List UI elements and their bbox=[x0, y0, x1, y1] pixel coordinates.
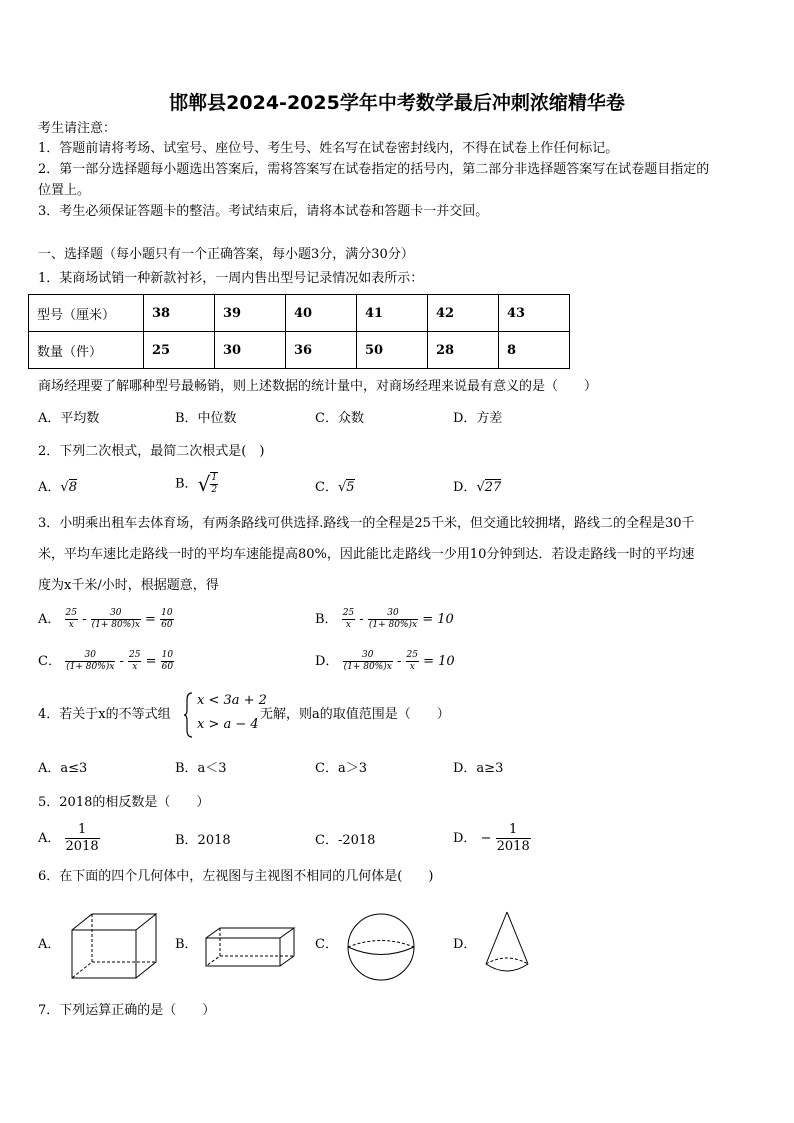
cube-icon bbox=[70, 912, 160, 982]
numerator: 25 bbox=[406, 650, 418, 660]
inequality-1: x < 3a + 2 bbox=[197, 693, 267, 708]
fraction bbox=[128, 650, 141, 673]
option-label: D． bbox=[453, 831, 477, 846]
table-cell: 8 bbox=[499, 332, 570, 369]
question-4-post: 无解，则a的取值范围是（ ） bbox=[260, 707, 450, 722]
option-a[interactable]: A．a≤3 bbox=[38, 761, 88, 776]
cone-icon bbox=[484, 910, 530, 976]
option-label: B． bbox=[175, 476, 198, 492]
question-6-stem: 6．在下面的四个几何体中，左视图与主视图不相同的几何体是( ) bbox=[38, 869, 434, 884]
radical-sign: √ bbox=[197, 472, 211, 496]
option-b[interactable]: B．中位数 bbox=[175, 411, 237, 426]
inequality-2: x > a − 4 bbox=[197, 717, 259, 732]
denominator: (1+ 80%)x bbox=[343, 662, 392, 672]
fraction bbox=[160, 608, 173, 631]
minus-sign: - bbox=[82, 612, 87, 627]
table-cell: 25 bbox=[144, 332, 215, 369]
table-cell: 50 bbox=[357, 332, 428, 369]
option-c[interactable]: C．众数 bbox=[315, 411, 364, 426]
minus-sign: - bbox=[396, 654, 402, 669]
question-1-text: 商场经理要了解哪种型号最畅销，则上述数据的统计量中，对商场经理来说最有意义的是（ ） bbox=[38, 379, 598, 394]
notice-item: 3．考生必须保证答题卡的整洁。考试结束后，请将本试卷和答题卡一并交回。 bbox=[38, 204, 489, 219]
notice-item: 位置上。 bbox=[38, 183, 91, 198]
numerator: 1 bbox=[496, 822, 531, 839]
section-heading: 一、选择题（每小题只有一个正确答案，每小题3分，满分30分） bbox=[38, 247, 414, 262]
fraction bbox=[91, 608, 141, 631]
fraction bbox=[65, 608, 78, 631]
option-label: A． bbox=[38, 612, 61, 627]
fraction bbox=[65, 650, 115, 673]
radical: √5 bbox=[337, 480, 355, 495]
table-cell: 43 bbox=[499, 295, 570, 332]
table-cell: 40 bbox=[286, 295, 357, 332]
option-label: A． bbox=[38, 831, 61, 846]
numerator: 1 bbox=[65, 822, 100, 839]
numerator: 25 bbox=[65, 608, 77, 618]
fraction bbox=[210, 472, 218, 496]
question-5-stem: 5．2018的相反数是（ ） bbox=[38, 795, 210, 810]
denominator: x bbox=[345, 620, 351, 630]
question-7-stem: 7．下列运算正确的是（ ） bbox=[38, 1003, 216, 1018]
notice-item: 2．第一部分选择题每小题选出答案后，需将答案写在试卷指定的括号内，第二部分非选择题答案写在试卷题目指定的 bbox=[38, 162, 710, 177]
numerator: 30 bbox=[368, 608, 418, 620]
radicand: 8 bbox=[68, 480, 77, 495]
option-label-c[interactable]: C． bbox=[315, 937, 338, 952]
minus-sign: − bbox=[480, 831, 492, 846]
option-d[interactable]: D．a≥3 bbox=[453, 761, 504, 776]
option-a[interactable]: A．平均数 bbox=[38, 411, 100, 426]
table-cell: 41 bbox=[357, 295, 428, 332]
fraction bbox=[342, 608, 355, 631]
option-label: A． bbox=[38, 480, 61, 495]
option-d[interactable] bbox=[453, 822, 531, 855]
radicand: 27 bbox=[484, 480, 502, 495]
notice-heading: 考生请注意： bbox=[38, 121, 117, 136]
option-label: C． bbox=[315, 480, 338, 495]
numerator: 25 bbox=[129, 650, 141, 660]
denominator: x bbox=[132, 662, 138, 672]
table-header-cell: 型号（厘米） bbox=[29, 295, 144, 332]
value: 10 bbox=[437, 612, 454, 627]
equals-sign: = bbox=[145, 612, 156, 627]
question-1-stem: 1．某商场试销一种新款衬衫，一周内售出型号记录情况如表所示： bbox=[38, 271, 424, 286]
denominator: (1+ 80%)x bbox=[66, 662, 115, 672]
numerator: 30 bbox=[65, 650, 115, 662]
option-c[interactable] bbox=[315, 479, 355, 497]
option-label: B． bbox=[315, 612, 338, 627]
option-label-b[interactable]: B． bbox=[175, 937, 198, 952]
option-d[interactable]: D．方差 bbox=[453, 411, 503, 426]
table-cell: 28 bbox=[428, 332, 499, 369]
option-b[interactable]: B．a＜3 bbox=[175, 761, 227, 776]
denominator: 2 bbox=[211, 485, 218, 495]
radical: √27 bbox=[476, 480, 502, 495]
option-label: C． bbox=[38, 654, 61, 669]
numerator: 10 bbox=[161, 608, 173, 618]
question-3-line: 3．小明乘出租车去体育场，有两条路线可供选择.路线一的全程是25千米，但交通比较拥堵，路线二的全程是30千 bbox=[38, 516, 695, 531]
denominator: 60 bbox=[161, 662, 174, 672]
denominator: x bbox=[68, 620, 74, 630]
table-row bbox=[29, 295, 570, 332]
table-cell: 30 bbox=[215, 332, 286, 369]
option-a[interactable] bbox=[38, 479, 77, 497]
option-b[interactable] bbox=[175, 472, 218, 496]
equals-sign: = bbox=[422, 612, 434, 627]
denominator: 2018 bbox=[65, 839, 99, 854]
numerator: 30 bbox=[91, 608, 141, 620]
value: 10 bbox=[438, 654, 455, 669]
denominator: x bbox=[409, 662, 415, 672]
question-4-pre: 4．若关于x的不等式组 bbox=[38, 707, 171, 722]
size-sales-table bbox=[28, 294, 570, 369]
numerator: 30 bbox=[343, 650, 393, 662]
option-label: D． bbox=[453, 480, 477, 495]
denominator: (1+ 80%)x bbox=[91, 620, 140, 630]
option-label-a[interactable]: A． bbox=[38, 937, 61, 952]
numerator: 1 bbox=[211, 473, 218, 483]
cuboid-icon bbox=[204, 926, 296, 968]
option-d[interactable] bbox=[453, 479, 501, 497]
question-3-line: 米，平均车速比走路线一时的平均车速能提高80%，因此能比走路线一少用10分钟到达．若设走路线一时的平均速 bbox=[38, 547, 695, 562]
option-label: D． bbox=[315, 654, 339, 669]
fraction bbox=[343, 650, 393, 673]
radical: √8 bbox=[60, 480, 77, 495]
option-a[interactable] bbox=[38, 822, 100, 855]
table-cell: 36 bbox=[286, 332, 357, 369]
fraction bbox=[368, 608, 418, 631]
denominator: 60 bbox=[161, 620, 173, 630]
table-cell: 38 bbox=[144, 295, 215, 332]
option-b[interactable] bbox=[315, 608, 454, 631]
equals-sign: = bbox=[423, 654, 434, 669]
left-brace-icon bbox=[183, 692, 193, 738]
page-title: 邯郸县2024-2025学年中考数学最后冲刺浓缩精华卷 bbox=[169, 92, 625, 114]
fraction bbox=[406, 650, 419, 673]
option-label-d[interactable]: D． bbox=[453, 937, 477, 952]
minus-sign: - bbox=[359, 612, 364, 627]
question-3-line: 度为x千米/小时，根据题意，得 bbox=[38, 578, 219, 593]
table-cell: 39 bbox=[215, 295, 286, 332]
denominator: (1+ 80%)x bbox=[368, 620, 418, 630]
equals-sign: = bbox=[145, 654, 157, 669]
denominator: 2018 bbox=[496, 839, 530, 854]
fraction bbox=[161, 650, 174, 673]
numerator: 25 bbox=[342, 608, 355, 618]
sphere-icon bbox=[346, 912, 416, 982]
option-a[interactable] bbox=[38, 608, 174, 631]
table-cell: 42 bbox=[428, 295, 499, 332]
fraction bbox=[65, 822, 100, 855]
table-row bbox=[29, 332, 570, 369]
option-c[interactable] bbox=[38, 650, 174, 673]
notice-item: 1．答题前请将考场、试室号、座位号、考生号、姓名写在试卷密封线内，不得在试卷上作任何标记。 bbox=[38, 141, 619, 156]
option-c[interactable]: C．-2018 bbox=[315, 833, 376, 848]
radicand: 5 bbox=[346, 480, 355, 495]
fraction bbox=[496, 822, 531, 855]
option-d[interactable] bbox=[315, 650, 455, 673]
option-b[interactable]: B．2018 bbox=[175, 833, 231, 848]
table-header-cell: 数量（件） bbox=[29, 332, 144, 369]
minus-sign: - bbox=[119, 654, 124, 669]
numerator: 10 bbox=[161, 650, 174, 660]
option-c[interactable]: C．a＞3 bbox=[315, 761, 367, 776]
question-2-stem: 2．下列二次根式，最简二次根式是( ) bbox=[38, 444, 265, 459]
